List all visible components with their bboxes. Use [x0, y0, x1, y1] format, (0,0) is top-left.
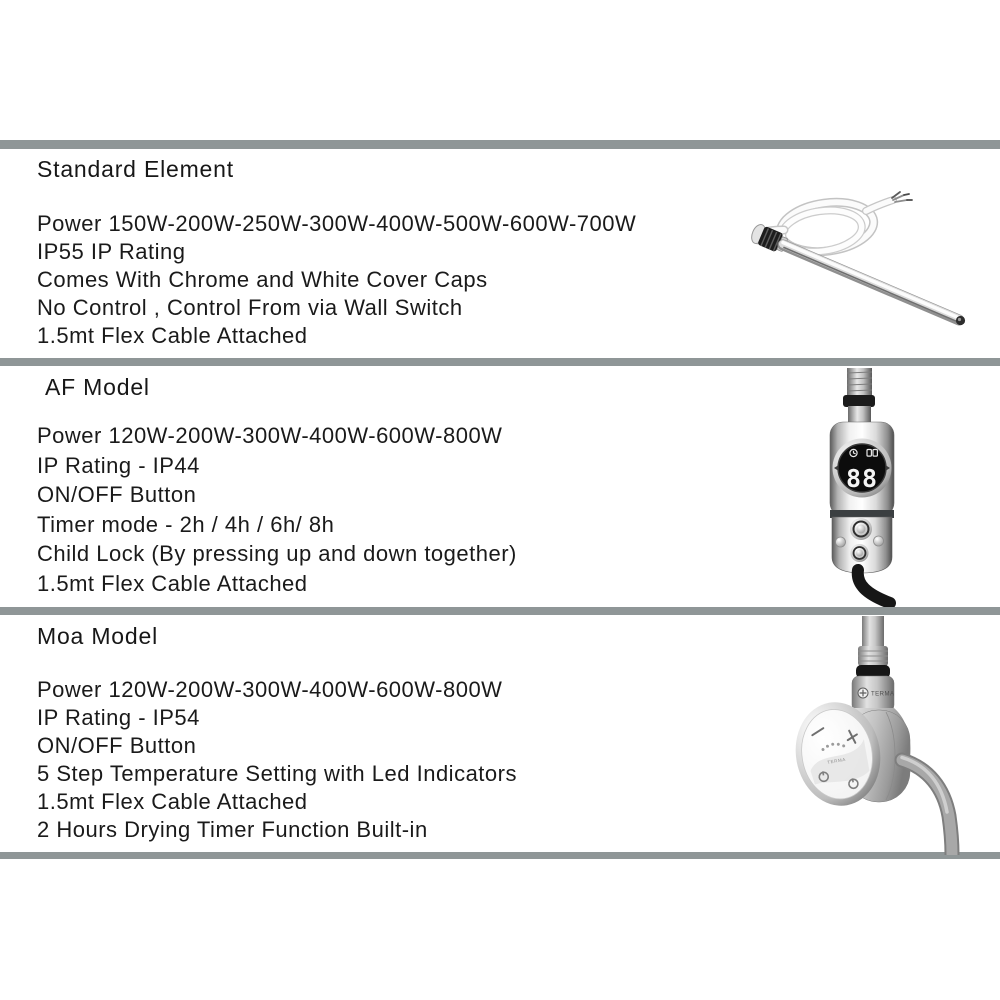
- power-cable: [858, 570, 890, 603]
- divider-bar-top: [0, 140, 1000, 149]
- up-button: [850, 518, 872, 540]
- face-brand-label: TERMA: [826, 756, 847, 765]
- spec-list-moa-model: [37, 676, 517, 844]
- spec-line-power: Power 120W-200W-300W-400W-600W-800W: [37, 677, 503, 702]
- spec-line-cable: 1.5mt Flex Cable Attached: [37, 323, 308, 348]
- spec-list-standard-element: [37, 210, 636, 350]
- standard-element-photo: [700, 188, 990, 343]
- spec-line-temp-setting: 5 Step Temperature Setting with Led Indicators: [37, 761, 517, 786]
- display-digits: 88: [845, 464, 879, 493]
- spec-line-childlock: Child Lock (By pressing up and down together): [37, 541, 517, 566]
- left-indicator-dot: [836, 537, 846, 547]
- af-controller-illustration: [818, 368, 938, 607]
- section-title-af-model: AF Model: [45, 374, 150, 400]
- down-button: [851, 544, 869, 562]
- divider-bar-middle-1: [0, 358, 1000, 366]
- radiator-pipe: [843, 368, 875, 424]
- spec-line-control: No Control , Control From via Wall Switch: [37, 295, 463, 320]
- badge-brand-label: TERMA: [871, 691, 895, 698]
- spec-line-cable: 1.5mt Flex Cable Attached: [37, 789, 308, 814]
- spec-line-timer: Timer mode - 2h / 4h / 6h/ 8h: [37, 511, 335, 537]
- af-controller-photo: [818, 368, 938, 612]
- digital-display: [833, 439, 892, 498]
- spec-line-ip-rating: IP Rating - IP54: [37, 705, 200, 730]
- spec-line-onoff: ON/OFF Button: [37, 733, 197, 758]
- spec-line-power: Power 150W-200W-250W-300W-400W-500W-600W-700W: [37, 211, 637, 236]
- right-indicator-dot: [874, 536, 884, 546]
- spec-list-af-model: [37, 421, 517, 598]
- pipe-collar: [843, 395, 875, 407]
- controller-head: [852, 676, 895, 712]
- spec-line-drying-timer: 2 Hours Drying Timer Function Built-in: [37, 817, 428, 842]
- section-title-moa-model: Moa Model: [37, 623, 158, 649]
- radiator-pipe: [856, 616, 890, 678]
- spec-line-onoff: ON/OFF Button: [37, 482, 197, 507]
- spec-line-power: Power 120W-200W-300W-400W-600W-800W: [37, 423, 503, 448]
- spec-line-cover-caps: Comes With Chrome and White Cover Caps: [37, 267, 488, 292]
- heating-rod: [783, 243, 965, 326]
- moa-controller-photo: [790, 616, 995, 860]
- spec-line-ip-rating: IP Rating - IP44: [37, 452, 200, 478]
- section-title-standard-element: Standard Element: [37, 156, 234, 182]
- spec-line-cable: 1.5mt Flex Cable Attached: [37, 570, 308, 596]
- spec-line-ip-rating: IP55 IP Rating: [37, 239, 186, 264]
- standard-element-illustration: [700, 188, 990, 338]
- moa-controller-illustration: [790, 616, 995, 855]
